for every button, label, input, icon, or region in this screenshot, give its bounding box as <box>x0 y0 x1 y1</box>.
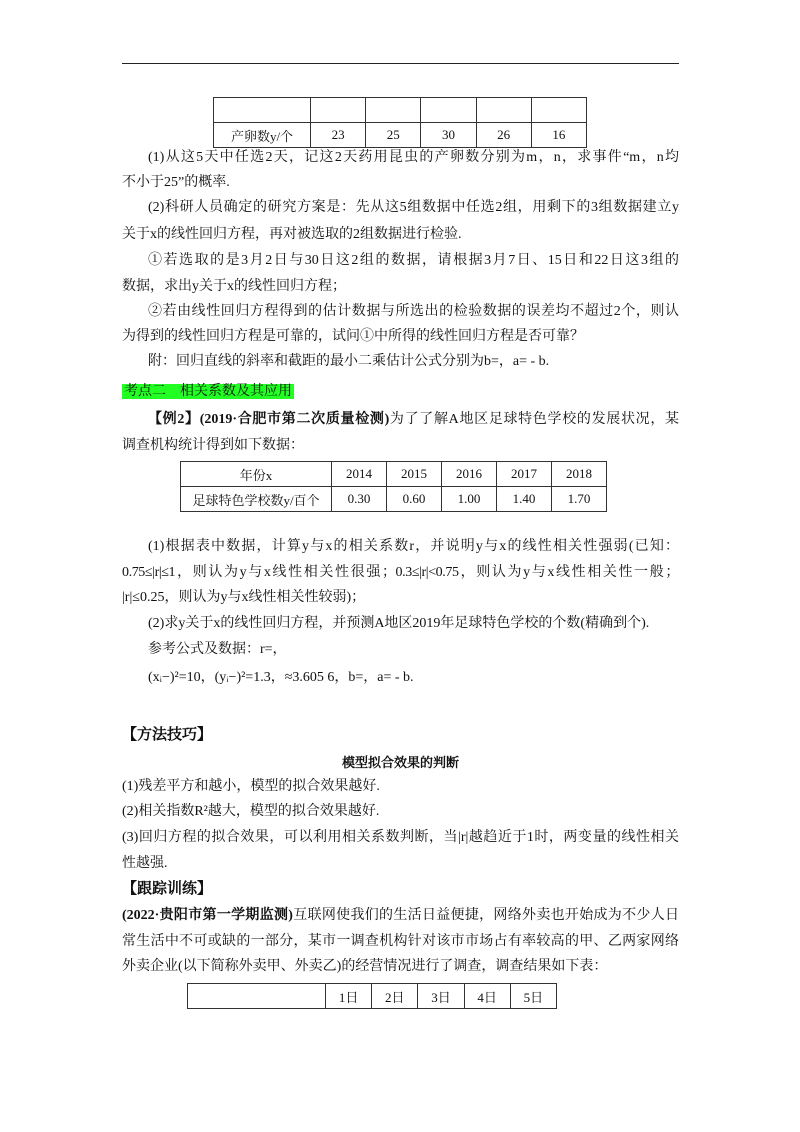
paragraph <box>122 907 679 925</box>
cell <box>476 98 531 123</box>
row-label: 足球特色学校数y/百个 <box>181 487 332 512</box>
cell: 2016 <box>442 462 497 487</box>
row-label: 产卵数y/个 <box>214 123 311 148</box>
cell: 1.40 <box>497 487 552 512</box>
paragraph: (1)从这5天中任选2天，记这2天药用昆虫的产卵数分别为m，n，求事件“m，n均 <box>148 150 679 165</box>
school-table <box>180 461 607 512</box>
cell: 2017 <box>497 462 552 487</box>
paragraph: (1)残差平方和越小，模型的拟合效果越好. <box>122 779 380 794</box>
paragraph: 附：回归直线的斜率和截距的最小二乘估计公式分别为b=，a= - b. <box>148 354 550 369</box>
cell: 2014 <box>332 462 387 487</box>
cell <box>366 98 421 123</box>
paragraph: (1)根据表中数据，计算y与x的相关系数r，并说明y与x的线性相关性强弱(已知： <box>148 539 679 554</box>
table-row <box>214 123 587 148</box>
paragraph: (2)科研人员确定的研究方案是：先从这5组数据中任选2组，用剩下的3组数据建立y <box>148 200 679 215</box>
cell: 23 <box>311 123 366 148</box>
cell: 2015 <box>387 462 442 487</box>
paragraph <box>148 411 679 429</box>
section-heading: 考点二 相关系数及其应用 <box>124 384 292 399</box>
cell: 30 <box>421 123 476 148</box>
cell <box>214 98 311 123</box>
paragraph: 0.75≤|r|≤1，则认为y与x线性相关性很强；0.3≤|r|<0.75，则认为y与x线性相关性一般； <box>122 565 679 580</box>
practice-heading: 【跟踪训练】 <box>122 881 213 897</box>
cell: 3日 <box>418 984 464 1009</box>
source: (2022·贵阳市第一学期监测) <box>122 908 293 923</box>
cell: 26 <box>476 123 531 148</box>
paragraph: 参考公式及数据：r=， <box>148 642 287 657</box>
cell: 5日 <box>510 984 556 1009</box>
paragraph: 数据，求出y关于x的线性回归方程； <box>122 279 346 294</box>
paragraph: (2)求y关于x的线性回归方程，并预测A地区2019年足球特色学校的个数(精确到个). <box>148 616 650 631</box>
cell: 1.00 <box>442 487 497 512</box>
egg-count-table <box>213 97 587 148</box>
delivery-table <box>187 983 557 1009</box>
text: 为了了解A地区足球特色学校的发展状况，某 <box>389 412 680 427</box>
cell: 2日 <box>372 984 418 1009</box>
paragraph: (3)回归方程的拟合效果，可以利用相关系数判断，当|r|越趋近于1时，两变量的线性相关 <box>122 830 679 845</box>
section-heading-wrap <box>122 383 679 401</box>
header-label: 年份x <box>181 462 332 487</box>
table-row <box>181 462 607 487</box>
cell: 16 <box>531 123 586 148</box>
cell: 4日 <box>464 984 510 1009</box>
cell: 2018 <box>552 462 607 487</box>
paragraph: (2)相关指数R²越大，模型的拟合效果越好. <box>122 804 380 819</box>
paragraph: 外卖企业(以下简称外卖甲、外卖乙)的经营情况进行了调查，调查结果如下表： <box>122 959 608 974</box>
methods-title: 模型拟合效果的判断 <box>341 755 459 770</box>
table-row <box>214 98 587 123</box>
paragraph: ②若由线性回归方程得到的估计数据与所选出的检验数据的误差均不超过2个，则认 <box>148 304 679 319</box>
cell <box>188 984 326 1009</box>
paragraph: 关于x的线性回归方程，再对被选取的2组数据进行检验. <box>122 227 462 242</box>
text: 互联网使我们的生活日益便捷，网络外卖也开始成为不少人日 <box>292 908 679 923</box>
cell: 0.60 <box>387 487 442 512</box>
table-row <box>181 487 607 512</box>
cell <box>421 98 476 123</box>
cell: 0.30 <box>332 487 387 512</box>
source: (2019·合肥市第二次质量检测) <box>199 412 390 427</box>
cell: 1.70 <box>552 487 607 512</box>
paragraph: 常生活中不可或缺的一部分，某市一调查机构针对该市市场占有率较高的甲、乙两家网络 <box>122 934 679 949</box>
header-rule <box>122 63 679 64</box>
cell <box>311 98 366 123</box>
cell: 1日 <box>326 984 372 1009</box>
paragraph: |r|≤0.25，则认为y与x线性相关性较弱)； <box>122 590 366 605</box>
formula: (xᵢ−)²=10，(yᵢ−)²=1.3，≈3.605 6，b=，a= - b. <box>148 670 414 685</box>
methods-heading: 【方法技巧】 <box>122 727 213 743</box>
paragraph: 不小于25”的概率. <box>122 175 230 190</box>
paragraph: 调查机构统计得到如下数据： <box>122 438 304 453</box>
example-label: 【例2】 <box>148 412 200 427</box>
paragraph: ①若选取的是3月2日与30日这2组的数据，请根据3月7日、15日和22日这3组的 <box>148 253 679 268</box>
table-row <box>188 984 557 1009</box>
cell: 25 <box>366 123 421 148</box>
paragraph: 为得到的线性回归方程是可靠的，试问①中所得的线性回归方程是否可靠？ <box>122 329 584 344</box>
cell <box>531 98 586 123</box>
paragraph: 性越强. <box>122 856 168 871</box>
